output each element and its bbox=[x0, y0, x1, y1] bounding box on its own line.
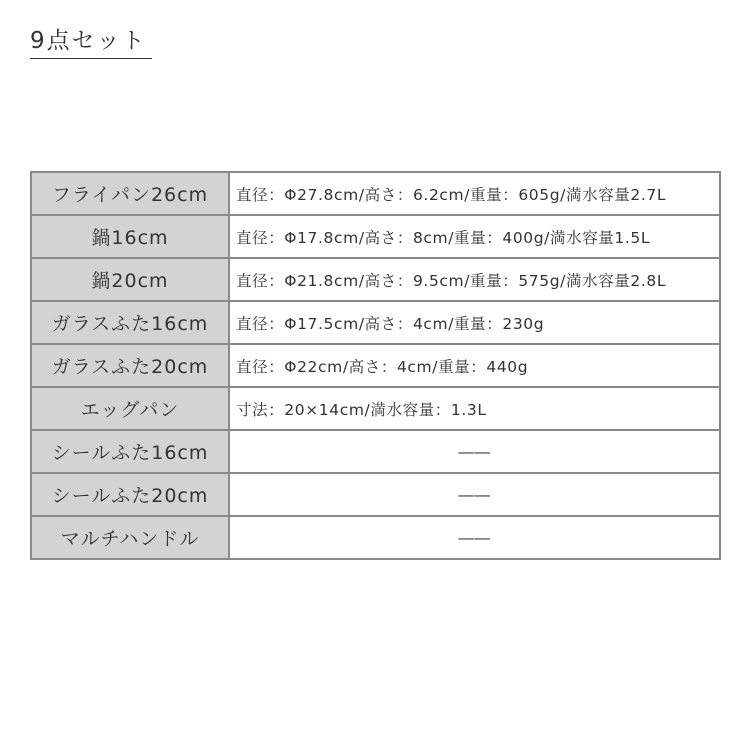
item-name-cell: シールふた16cm bbox=[31, 430, 229, 473]
table-row bbox=[31, 473, 720, 516]
table-row bbox=[31, 344, 720, 387]
table-row bbox=[31, 387, 720, 430]
table-row bbox=[31, 215, 720, 258]
spec-table bbox=[30, 171, 721, 560]
item-name-cell: 鍋20cm bbox=[31, 258, 229, 301]
item-spec-cell: 直径：Φ21.8cm/高さ：9.5cm/重量：575g/満水容量2.8L bbox=[229, 258, 720, 301]
table-row bbox=[31, 516, 720, 559]
item-name-cell: ガラスふた16cm bbox=[31, 301, 229, 344]
item-name-cell: マルチハンドル bbox=[31, 516, 229, 559]
item-name-cell: シールふた20cm bbox=[31, 473, 229, 516]
item-spec-cell: ―― bbox=[229, 516, 720, 559]
item-spec-cell: ―― bbox=[229, 473, 720, 516]
item-name-cell: 鍋16cm bbox=[31, 215, 229, 258]
page-title: 9点セット bbox=[30, 26, 152, 59]
table-row bbox=[31, 301, 720, 344]
item-spec-cell: ―― bbox=[229, 430, 720, 473]
table-row bbox=[31, 430, 720, 473]
item-spec-cell: 寸法：20×14cm/満水容量：1.3L bbox=[229, 387, 720, 430]
table-row bbox=[31, 258, 720, 301]
item-name-cell: ガラスふた20cm bbox=[31, 344, 229, 387]
item-spec-cell: 直径：Φ17.8cm/高さ：8cm/重量：400g/満水容量1.5L bbox=[229, 215, 720, 258]
table-row bbox=[31, 172, 720, 215]
item-name-cell: フライパン26cm bbox=[31, 172, 229, 215]
item-spec-cell: 直径：Φ22cm/高さ：4cm/重量：440g bbox=[229, 344, 720, 387]
item-spec-cell: 直径：Φ27.8cm/高さ：6.2cm/重量：605g/満水容量2.7L bbox=[229, 172, 720, 215]
item-spec-cell: 直径：Φ17.5cm/高さ：4cm/重量：230g bbox=[229, 301, 720, 344]
item-name-cell: エッグパン bbox=[31, 387, 229, 430]
